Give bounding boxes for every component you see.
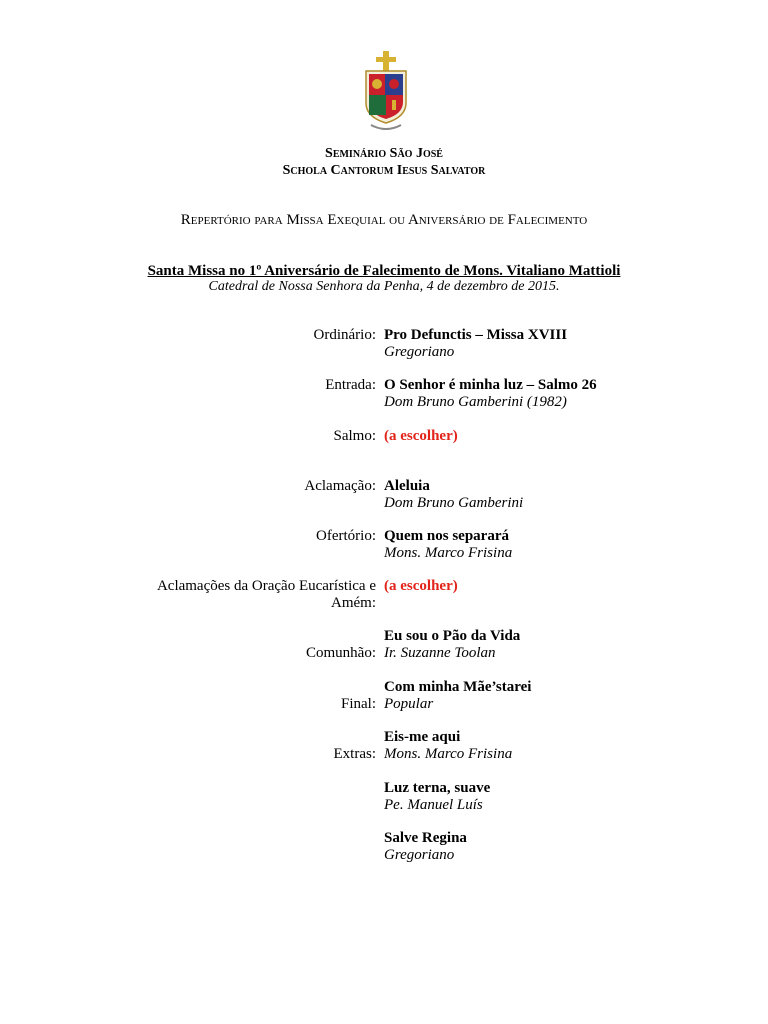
item-label: Entrada: xyxy=(325,377,376,393)
item-value xyxy=(384,830,724,864)
item-value xyxy=(384,327,724,361)
item-title: (a escolher) xyxy=(384,428,458,444)
item-author: Gregoriano xyxy=(384,847,455,863)
mass-title: Santa Missa no 1º Aniversário de Falecimento de Mons. Vitaliano Mattioli xyxy=(147,263,621,279)
item-label: Ordinário: xyxy=(313,327,376,343)
item-author: Gregoriano xyxy=(384,344,455,360)
item-label: Final: xyxy=(340,696,376,712)
item-value xyxy=(384,780,724,814)
item-author: Mons. Marco Frisina xyxy=(384,746,513,762)
item-label: Aclamação: xyxy=(304,478,376,494)
item-value xyxy=(384,679,724,713)
item-author: Pe. Manuel Luís xyxy=(384,797,483,813)
repertoire-title: Repertório para Missa Exequial ou Aniversário de Falecimento xyxy=(180,212,588,228)
item-title: Luz terna, suave xyxy=(384,780,491,796)
item-author: Ir. Suzanne Toolan xyxy=(384,645,496,661)
coat-of-arms-logo xyxy=(361,51,411,133)
item-title: Pro Defunctis – Missa XVIII xyxy=(384,327,568,343)
item-title: (a escolher) xyxy=(384,578,458,594)
item-label: Aclamações da Oração Eucarística e Amém: xyxy=(156,578,376,611)
item-value xyxy=(384,377,724,411)
item-value xyxy=(384,478,724,512)
schola-name: Schola Cantorum Iesus Salvator xyxy=(282,163,486,178)
item-title: O Senhor é minha luz – Salmo 26 xyxy=(384,377,597,393)
item-value xyxy=(384,729,724,763)
item-title: Salve Regina xyxy=(384,830,467,846)
item-title: Aleluia xyxy=(384,478,430,494)
item-author: Popular xyxy=(384,696,434,712)
item-author: Mons. Marco Frisina xyxy=(384,545,513,561)
item-value xyxy=(384,428,724,445)
item-value xyxy=(384,628,724,662)
item-title: Com minha Mãe’starei xyxy=(384,679,532,695)
item-value xyxy=(384,578,724,595)
item-label: Comunhão: xyxy=(306,645,376,661)
item-value xyxy=(384,528,724,562)
seminary-name: Seminário São José xyxy=(325,146,443,161)
item-title: Eu sou o Pão da Vida xyxy=(384,628,521,644)
item-label: Ofertório: xyxy=(316,528,376,544)
item-title: Quem nos separará xyxy=(384,528,509,544)
item-author: Dom Bruno Gamberini (1982) xyxy=(384,394,567,410)
item-author: Dom Bruno Gamberini xyxy=(384,495,524,511)
item-label: Salmo: xyxy=(333,428,376,444)
mass-place-date: Catedral de Nossa Senhora da Penha, 4 de dezembro de 2015. xyxy=(208,279,560,294)
item-label: Extras: xyxy=(333,746,376,762)
item-title: Eis-me aqui xyxy=(384,729,461,745)
